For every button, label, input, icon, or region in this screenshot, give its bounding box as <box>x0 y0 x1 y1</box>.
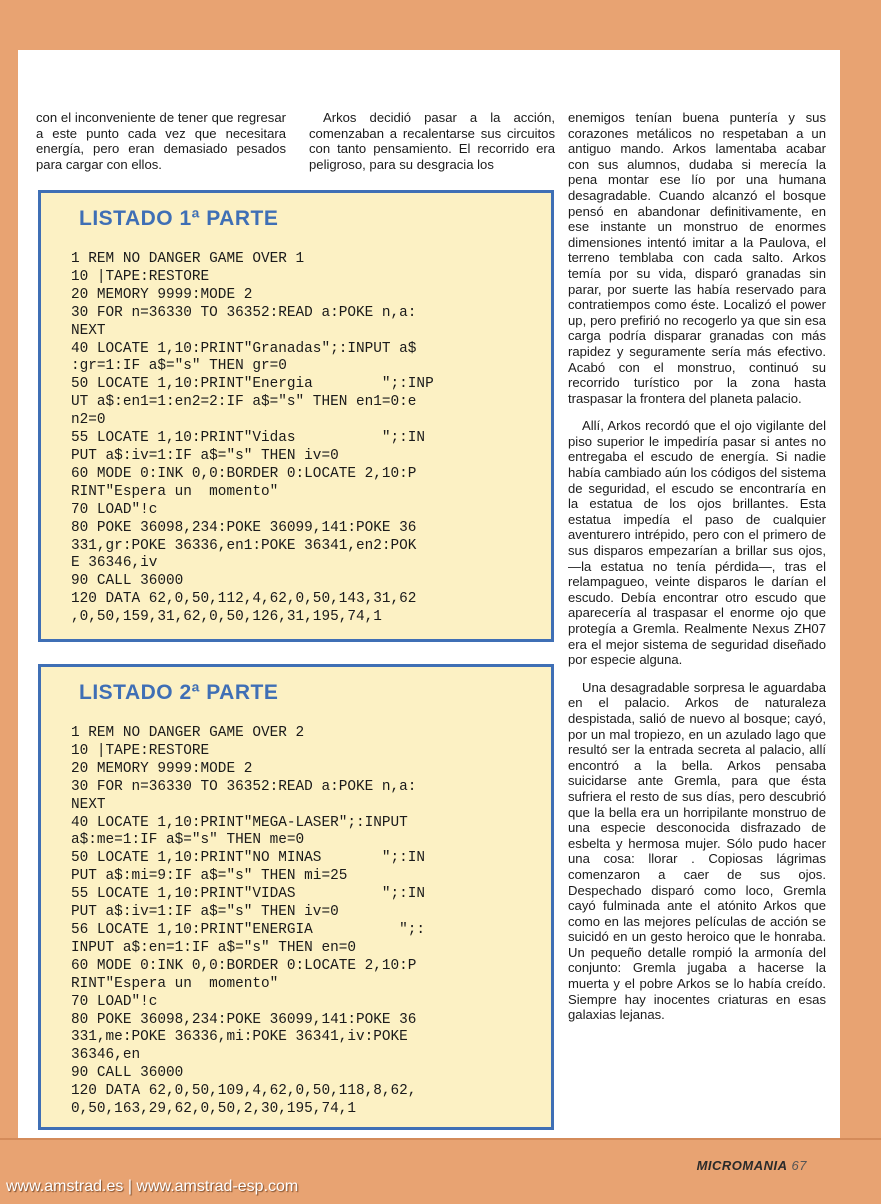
listing-2-title: LISTADO 2ª PARTE <box>79 681 279 704</box>
column-1-top-text <box>36 110 286 184</box>
page-number: 67 <box>791 1158 807 1173</box>
listing-1-box <box>38 190 554 642</box>
paragraph: Allí, Arkos recordó que el ojo vigilante del piso superior le impediría pasar si antes no entregaba el escudo de energía. Si nadie había cambiado aún los códigos del sistema de seguridad, el escudo se encontraría en la estatua de los ojos brillantes. Esta estatua impedía el paso de cualquier aventurero intrépido, pero con el primero de sus disparos empezarían a brillar sus ojos, —la estatua no tenía pérdida—, tras el relampagueo, veinte disparos le darían el escudo. Debía encontrar otro escudo que aparecería al traspasar el enorme ojo que protegía a Gremla. Realmente Nexus ZH07 era el mejor sistema de seguridad diseñado por especie alguna. <box>568 418 826 668</box>
paragraph: enemigos tenían buena puntería y sus corazones metálicos no respetaban a un antiguo mando. Arkos lamentaba acabar con sus alumnos, dudaba si merecía la pena montar ese lío por una humana desagradable. Cuando alcanzó el bosque pensó en abandonar definitivamente, en ese instante un monstruo de enormes dimensiones intentó imitar a la Paulova, el terreno temblaba con cada salto. Arkos temía por su vida, disparó granadas sin parar, por suerte las había reservado para contratiempos como éste. Localizó el power up, pero prefirió no recogerlo ya que sin esa carga podría disparar granadas con más rapidez y seguramente sería más efectivo. Acabó con el monstruo, continuó su recorrido turístico por la zona hasta traspasar la frontera del planeta palacio. <box>568 110 826 406</box>
listing-2-code: 1 REM NO DANGER GAME OVER 2 10 |TAPE:RESTORE 20 MEMORY 9999:MODE 2 30 FOR n=36330 TO 36352:READ a:POKE n,a: NEXT 40 LOCATE 1,10:PRINT"MEGA-LASER";:INPUT a$:me=1:IF a$="s" THEN me=0 50 LOCATE 1,10:PRINT"NO MINAS ";:IN PUT a$:mi=9:IF a$="s" THEN mi=25 55 LOCATE 1,10:PRINT"VIDAS ";:IN PUT a$:iv=1:IF a$="s" THEN iv=0 56 LOCATE 1,10:PRINT"ENERGIA ";: INPUT a$:en=1:IF a$="s" THEN en=0 60 MODE 0:INK 0,0:BORDER 0:LOCATE 2,10:P RINT"Espera un momento" 70 LOAD"!c 80 POKE 36098,234:POKE 36099,141:POKE 36 331,me:POKE 36336,mi:POKE 36341,iv:POKE 36346,en 90 CALL 36000 120 DATA 62,0,50,109,4,62,0,50,118,8,62, 0,50,163,29,62,0,50,2,30,195,74,1 <box>71 725 426 1118</box>
paragraph: Una desagradable sorpresa le aguardaba en el palacio. Arkos de naturaleza despistada, salió de nuevo al bosque; cayó, por un mal tropiezo, en un azulado lago que resultó ser la entrada secreta al palacio, allí encontró a la bella. Arkos pensaba suicidarse ante Gremla, para que ésta sufriera el resto de sus días, pero descubrió que la bella era un horripilante monstruo de una especie desconocida disfrazado de esbelta y hermosa mujer. Sólo pudo hacer una cosa: llorar . Copiosas lágrimas comenzaron a caer de sus ojos. Despechado disparó como loco, Gremla cayó fulminada ante el atónito Arkos que como en las mejores películas de acción se suicidó en un gesto heroico que le honraba. Un pequeño detalle rompió la armonía del conjunto: Gremla jugaba a hacerse la muerta y el pobre Arkos se lo había creído. Siempre hay inocentes criaturas en esas galaxias lejanas. <box>568 679 826 1023</box>
listing-2-box <box>38 664 554 1130</box>
column-2-top-text <box>309 110 555 184</box>
paragraph: con el inconveniente de tener que regresar a este punto cada vez que necesitara energía, pero eran demasiado pesados para cargar con ellos. <box>36 110 286 172</box>
source-watermark: www.amstrad.es | www.amstrad-esp.com <box>6 1178 299 1195</box>
paragraph: Arkos decidió pasar a la acción, comenzaban a recalentarse sus circuitos con tanto pensamiento. El recorrido era peligroso, para su desgracia los <box>309 110 555 172</box>
magazine-name: MICROMANIA <box>696 1158 788 1173</box>
listing-1-title: LISTADO 1ª PARTE <box>79 207 279 230</box>
column-3-text <box>568 110 826 1035</box>
listing-1-code: 1 REM NO DANGER GAME OVER 1 10 |TAPE:RESTORE 20 MEMORY 9999:MODE 2 30 FOR n=36330 TO 36352:READ a:POKE n,a: NEXT 40 LOCATE 1,10:PRINT"Granadas";:INPUT a$ :gr=1:IF a$="s" THEN gr=0 50 LOCATE 1,10:PRINT"Energia ";:INP UT a$:en1=1:en2=2:IF a$="s" THEN en1=0:e n2=0 55 LOCATE 1,10:PRINT"Vidas ";:IN PUT a$:iv=1:IF a$="s" THEN iv=0 60 MODE 0:INK 0,0:BORDER 0:LOCATE 2,10:P RINT"Espera un momento" 70 LOAD"!c 80 POKE 36098,234:POKE 36099,141:POKE 36 331,gr:POKE 36336,en1:POKE 36341,en2:POK E 36346,iv 90 CALL 36000 120 DATA 62,0,50,112,4,62,0,50,143,31,62 ,0,50,159,31,62,0,50,126,31,195,74,1 <box>71 251 434 626</box>
footer-magazine <box>697 1158 807 1173</box>
footer-rule <box>0 1138 881 1140</box>
